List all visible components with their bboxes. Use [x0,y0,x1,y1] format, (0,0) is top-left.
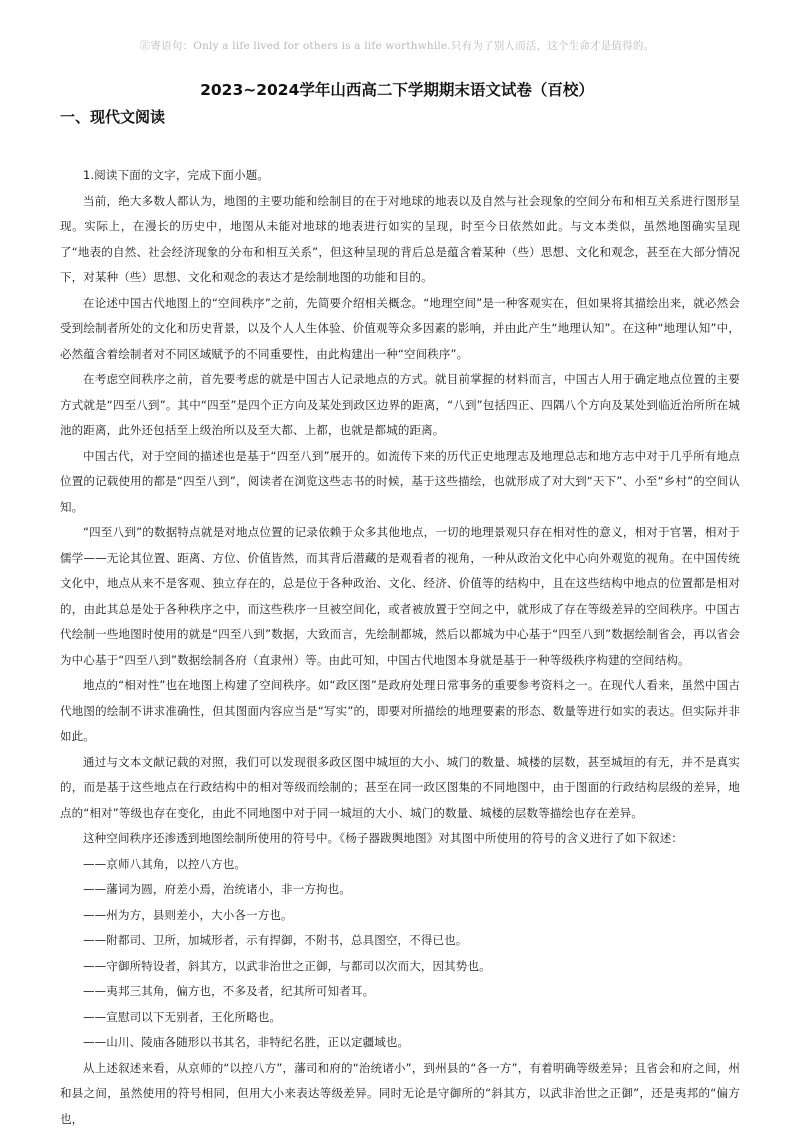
paragraph: “四至八到”的数据特点就是对地点位置的记录依赖于众多其他地点，一切的地理景观只存在相对性的意义，相对于官署，相对于儒学——无论其位置、距离、方位、价值皆然，而其背后潜藏的是观看者的视角，一种从政治文化中心向外观览的视角。在中国传统文化中，地点从来不是客观、独立存在的，总是位于各种政治、文化、经济、价值等的结构中，且在这些结构中地点的位置都是相对的，由此其总是处于各种秩序之中，而这些秩序一旦被空间化，或者被放置于空间之中，就形成了存在等级差异的空间秩序。中国古代绘制一些地图时使用的就是“四至八到”数据，大致而言，先绘制都城，然后以都城为中心基于“四至八到”数据绘制省会，再以省会为中心基于“四至八到”数据绘制各府（直隶州）等。由此可知，中国古代地图本身就是基于一种等级秩序构建的空间结构。 [60,520,740,673]
quote-line: ——州为方，县则差小，大小各一方也。 [60,903,740,929]
paragraph: 中国古代，对于空间的描述也是基于“四至八到”展开的。如流传下来的历代正史地理志及地理总志和地方志中对于几乎所有地点位置的记载使用的都是“四至八到”，阅读者在浏览这些志书的时候，基于这些描绘，也就形成了对大到“天下”、小至“乡村”的空间认知。 [60,444,740,521]
quote-line: ——宣慰司以下无别者，王化所略也。 [60,1005,740,1031]
section-heading: 一、现代文阅读 [60,106,165,127]
document-title: 2023~2024学年山西高二下学期期末语文试卷（百校） [0,78,794,100]
paragraph: 地点的“相对性”也在地图上构建了空间秩序。如“政区图”是政府处理日常事务的重要参考资料之一。在现代人看来，虽然中国古代地图的绘制不讲求准确性，但其图面内容应当是“写实”的，即要对所描绘的地理要素的形态、数量等进行如实的表达。但实际并非如此。 [60,673,740,750]
quote-line: ——守御所特设者，斜其方，以武非治世之正御，与都司以次而大，因其势也。 [60,954,740,980]
quote-line: ——山川、陵庙各随形以书其名，非特纪名胜，正以定疆域也。 [60,1030,740,1056]
question-prompt: 1.阅读下面的文字，完成下面小题。 [60,163,740,189]
quote-line: ——附都司、卫所，加城形者，示有捍御，不附书，总具图空，不得已也。 [60,928,740,954]
paragraph: 通过与文本文献记载的对照，我们可以发现很多政区图中城垣的大小、城门的数量、城楼的层数，甚至城垣的有无，并不是真实的，而是基于这些地点在行政结构中的相对等级而绘制的；甚至在同一政区图集的不同地图中，由于图面的行政结构层级的差异，地点的“相对”等级也存在变化，由此不同地图中对于同一城垣的大小、城门的数量、城楼的层数等描绘也存在差异。 [60,750,740,827]
header-motto: ㊣寄语句：Only a life lived for others is a life worthwhile.只有为了别人而活，这个生命才是值得的。 [0,38,794,53]
paragraph: 当前，绝大多数人都认为，地图的主要功能和绘制目的在于对地球的地表以及自然与社会现象的空间分布和相互关系进行图形呈现。实际上，在漫长的历史中，地图从未能对地球的地表进行如实的呈现，时至今日依然如此。与文本类似，虽然地图确实呈现了“地表的自然、社会经济现象的分布和相互关系”，但这种呈现的背后总是蕴含着某种（些）思想、文化和观念，甚至在大部分情况下，对某种（些）思想、文化和观念的表达才是绘制地图的功能和目的。 [60,189,740,291]
quote-line: ——夷邦三其角，偏方也，不多及者，纪其所可知者耳。 [60,979,740,1005]
paragraph: 在论述中国古代地图上的“空间秩序”之前，先简要介绍相关概念。“地理空间”是一种客观实在，但如果将其描绘出来，就必然会受到绘制者所处的文化和历史背景，以及个人人生体验、价值观等众多因素的影响，并由此产生“地理认知”。在这种“地理认知”中，必然蕴含着绘制者对不同区域赋予的不同重要性，由此构建出一种“空间秩序”。 [60,291,740,368]
quote-line: ——藩词为圆，府差小焉，治统诸小，非一方拘也。 [60,877,740,903]
closing-paragraph: 从上述叙述来看，从京师的“以控八方”，藩司和府的“治统诸小”，到州县的“各一方”，有着明确等级差异；且省会和府之间，州和县之间，虽然使用的符号相同，但用大小来表达等级差异。同时无论是守御所的“斜其方，以武非治世之正御”，还是夷邦的“偏方也， [60,1056,740,1132]
paragraph: 在考虑空间秩序之前，首先要考虑的就是中国古人记录地点的方式。就目前掌握的材料而言，中国古人用于确定地点位置的主要方式就是“四至八到”。其中“四至”是四个正方向及某处到政区边界的距离，“八到”包括四正、四隅八个方向及某处到临近治所所在城池的距离，此外还包括至上级治所以及至大都、上都，也就是都城的距离。 [60,367,740,444]
paragraph: 这种空间秩序还渗透到地图绘制所使用的符号中。《杨子器跋舆地图》对其图中所使用的符号的含义进行了如下叙述： [60,826,740,852]
passage-body [60,163,740,1132]
quote-line: ——京师八其角，以控八方也。 [60,852,740,878]
